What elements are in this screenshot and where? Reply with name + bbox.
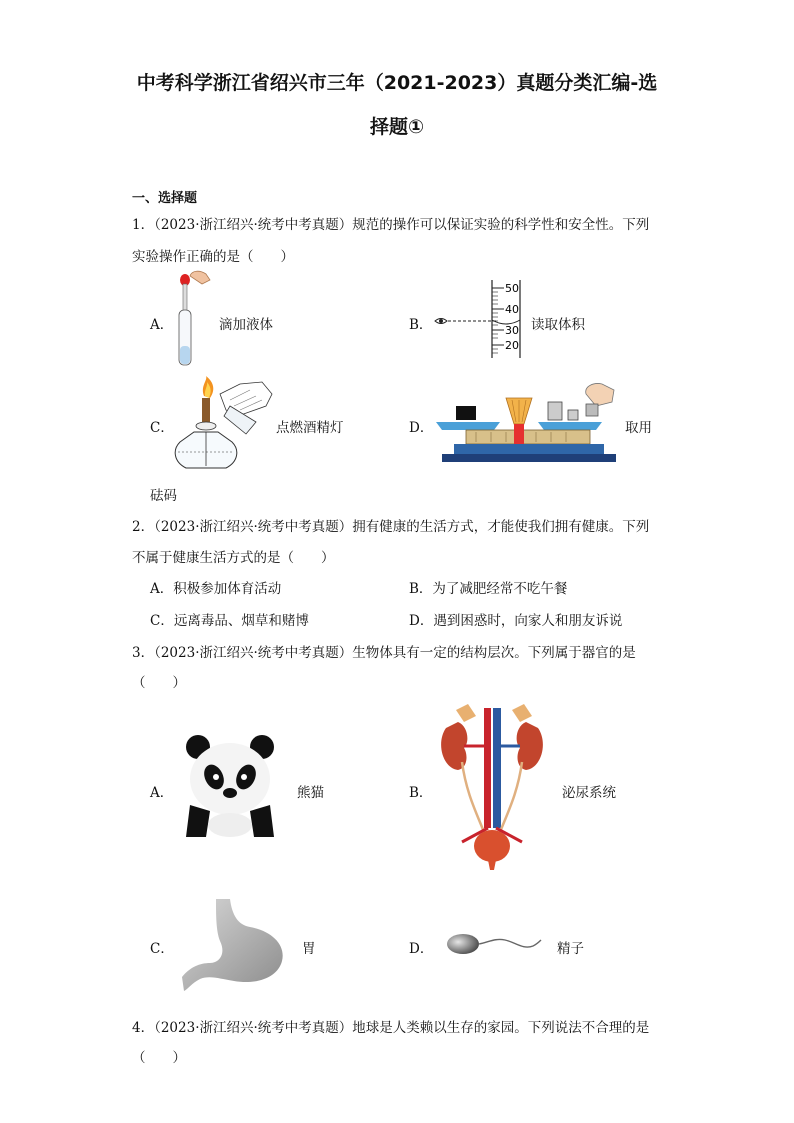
q4-stem-line1: 4．（2023·浙江绍兴·统考中考真题）地球是人类赖以生存的家园。下列说法不合理的是 bbox=[132, 1020, 650, 1036]
q1-option-d-caption: 取用 bbox=[625, 420, 652, 436]
cylinder-tick-50: 50 bbox=[505, 282, 519, 295]
q2-option-d: D．遇到困惑时，向家人和朋友诉说 bbox=[409, 613, 623, 629]
alcohol-lamp-image bbox=[174, 376, 274, 474]
q2-option-c: C．远离毒品、烟草和赌博 bbox=[150, 613, 309, 629]
graduated-cylinder-image bbox=[432, 276, 524, 360]
q1-option-d-caption-cont: 砝码 bbox=[150, 488, 177, 504]
q3-option-a-caption: 熊猫 bbox=[297, 785, 324, 801]
page-title-line2: 择题① bbox=[369, 116, 425, 138]
dropper-test-tube-image bbox=[172, 268, 212, 373]
q1-stem-line2: 实验操作正确的是（ ） bbox=[132, 249, 294, 265]
q3-stem-line2: （ ） bbox=[132, 675, 186, 691]
q2-stem-line2: 不属于健康生活方式的是（ ） bbox=[132, 550, 335, 566]
sperm-image bbox=[443, 924, 543, 964]
q1-option-a-letter: A． bbox=[150, 317, 174, 333]
q4-stem-line2: （ ） bbox=[132, 1050, 186, 1066]
q1-option-c-letter: C． bbox=[150, 420, 174, 436]
balance-scale-image bbox=[436, 380, 618, 468]
q1-option-b-letter: B． bbox=[409, 317, 433, 333]
q3-option-b-letter: B． bbox=[409, 785, 433, 801]
cylinder-tick-30: 30 bbox=[505, 324, 519, 337]
q2-stem-line1: 2．（2023·浙江绍兴·统考中考真题）拥有健康的生活方式，才能使我们拥有健康。下列 bbox=[132, 519, 650, 535]
q3-stem-line1: 3．（2023·浙江绍兴·统考中考真题）生物体具有一定的结构层次。下列属于器官的是 bbox=[132, 645, 636, 661]
q1-option-b-caption: 读取体积 bbox=[531, 317, 585, 333]
q3-option-d-caption: 精子 bbox=[557, 941, 584, 957]
q3-option-d-letter: D． bbox=[409, 941, 434, 957]
q1-option-c-caption: 点燃酒精灯 bbox=[276, 420, 344, 436]
cylinder-tick-40: 40 bbox=[505, 303, 519, 316]
q3-option-b-caption: 泌尿系统 bbox=[562, 785, 616, 801]
section-heading: 一、选择题 bbox=[132, 191, 198, 206]
urinary-system-image bbox=[432, 702, 552, 872]
q1-option-d-letter: D． bbox=[409, 420, 434, 436]
q1-option-a-caption: 滴加液体 bbox=[219, 317, 273, 333]
cylinder-tick-20: 20 bbox=[505, 339, 519, 352]
q3-option-a-letter: A． bbox=[150, 785, 174, 801]
q2-option-b: B．为了减肥经常不吃午餐 bbox=[409, 581, 568, 597]
q3-option-c-caption: 胃 bbox=[302, 941, 316, 957]
page-title-line1: 中考科学浙江省绍兴市三年（2021-2023）真题分类汇编-选 bbox=[136, 72, 658, 94]
stomach-image bbox=[182, 897, 292, 993]
q3-option-c-letter: C． bbox=[150, 941, 174, 957]
q2-option-a: A．积极参加体育活动 bbox=[150, 581, 282, 597]
q1-stem-line1: 1．（2023·浙江绍兴·统考中考真题）规范的操作可以保证实验的科学性和安全性。下列 bbox=[132, 217, 650, 233]
panda-image bbox=[180, 733, 280, 837]
